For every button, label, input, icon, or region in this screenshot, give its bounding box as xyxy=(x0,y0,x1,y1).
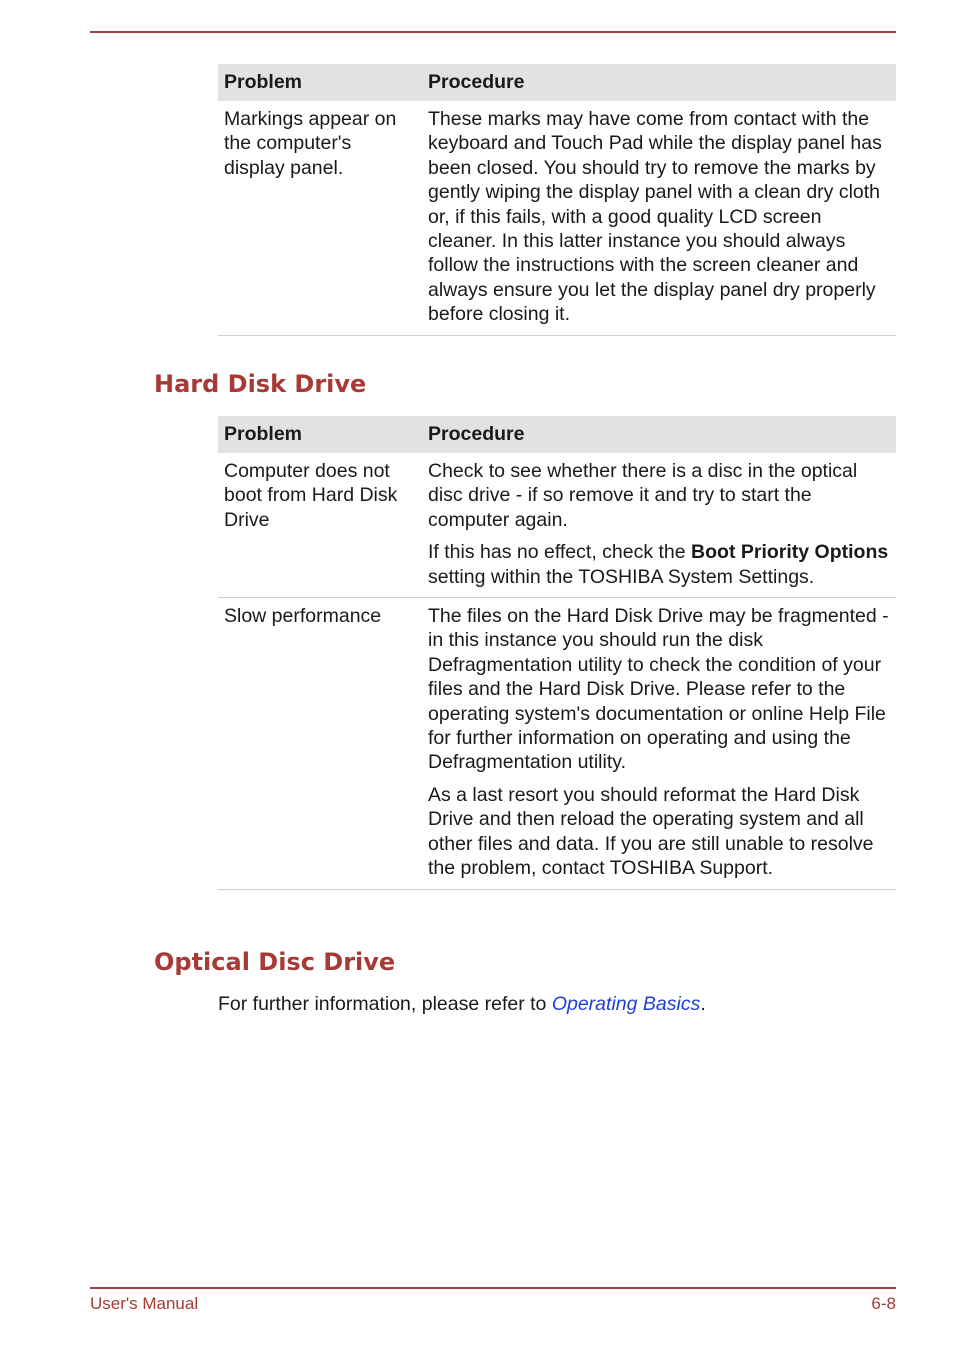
column-header-problem: Problem xyxy=(218,64,422,101)
procedure-cell xyxy=(422,101,896,335)
section-heading-optical-disc-drive: Optical Disc Drive xyxy=(154,948,396,976)
section-heading-hard-disk-drive: Hard Disk Drive xyxy=(154,370,367,398)
procedure-text: As a last resort you should reformat the Hard Disk Drive and then reload the operating system and all other files and data. If you are still unable to resolve the problem, contact TOSHIBA Support. xyxy=(428,783,874,880)
footer-rule xyxy=(90,1287,896,1289)
procedure-cell xyxy=(422,598,896,889)
table-header-row xyxy=(218,64,896,101)
table-row xyxy=(218,598,896,889)
procedure-text-post: setting within the TOSHIBA System Settings. xyxy=(428,565,815,588)
table-row xyxy=(218,101,896,335)
procedure-cell xyxy=(422,453,896,598)
problem-cell: Markings appear on the computer's display panel. xyxy=(218,101,422,335)
column-header-procedure: Procedure xyxy=(422,416,896,453)
reference-text-post: . xyxy=(700,993,706,1015)
reference-text-pre: For further information, please refer to xyxy=(218,993,552,1015)
setting-name-boot-priority: Boot Priority Options xyxy=(691,541,889,564)
procedure-text-pre: If this has no effect, check the xyxy=(428,541,692,564)
procedure-text: The files on the Hard Disk Drive may be fragmented - in this instance you should run the disk Defragmentation utility to check the condition of your files and the Hard Disk Drive. Please refer to the operating system's documentation or online Help File for further information on operating and using the Defragmentation utility. xyxy=(428,605,889,774)
troubleshooting-table-hdd xyxy=(218,416,896,890)
table-row xyxy=(218,453,896,598)
column-header-problem: Problem xyxy=(218,416,422,453)
column-header-procedure: Procedure xyxy=(422,64,896,101)
footer-page-number: 6-8 xyxy=(871,1294,896,1313)
procedure-text: These marks may have come from contact with the keyboard and Touch Pad while the display panel has been closed. You should try to remove the marks by gently wiping the display panel with a clean dry cloth or, if this fails, with a good quality LCD screen cleaner. In this latter instance you should always follow the instructions with the screen cleaner and always ensure you let the display panel dry properly before closing it. xyxy=(428,108,882,326)
troubleshooting-table-display xyxy=(218,64,896,336)
table-header-row xyxy=(218,416,896,453)
header-rule xyxy=(90,31,896,33)
optical-disc-reference-text xyxy=(218,992,706,1016)
procedure-text: Check to see whether there is a disc in the optical disc drive - if so remove it and try to start the computer again. xyxy=(428,460,858,531)
problem-cell: Slow performance xyxy=(218,598,422,889)
operating-basics-link[interactable]: Operating Basics xyxy=(551,993,701,1015)
footer-manual-title: User's Manual xyxy=(90,1294,199,1313)
problem-cell: Computer does not boot from Hard Disk Drive xyxy=(218,453,422,598)
procedure-text xyxy=(428,540,890,589)
